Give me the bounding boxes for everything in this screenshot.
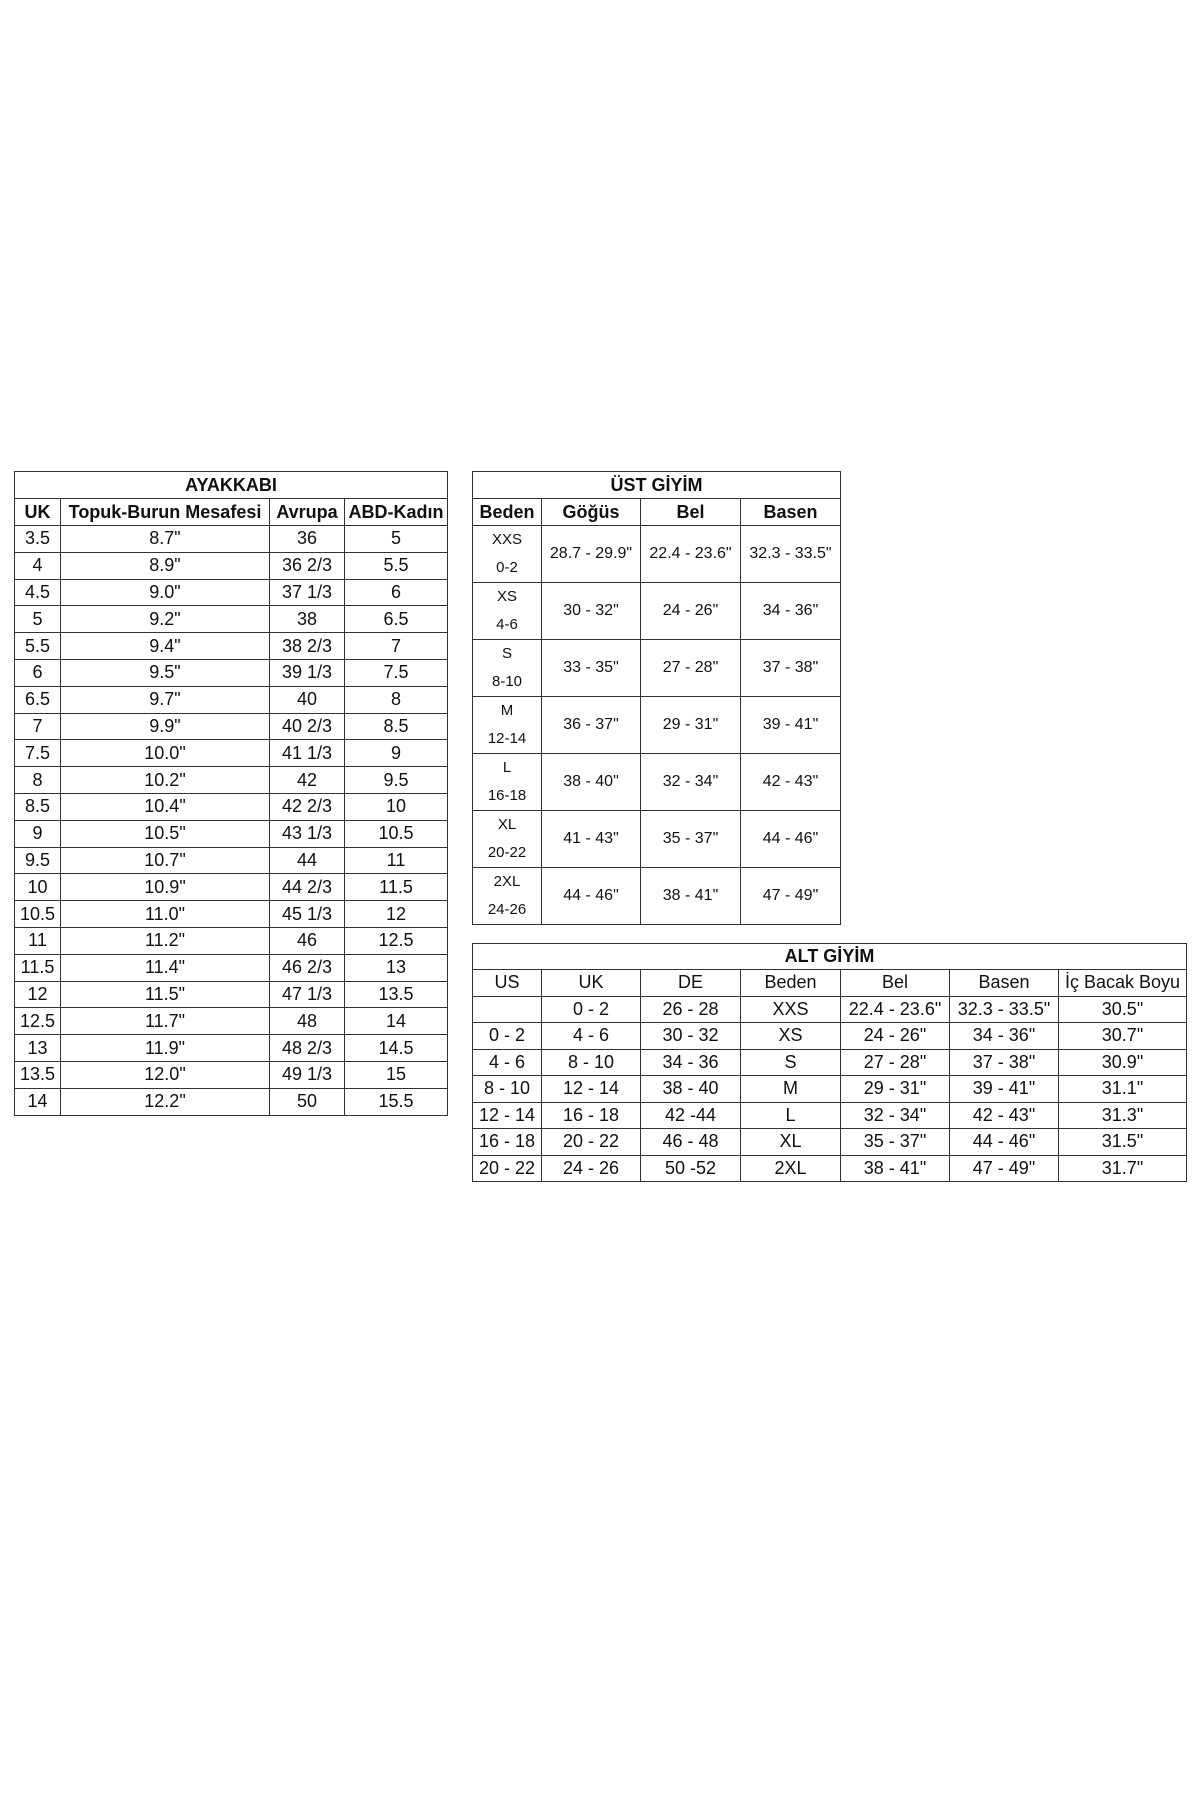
shoe-row-cell: 4.5 [15, 579, 61, 606]
shoe-row-cell: 11.5" [61, 981, 270, 1008]
bottom-row-cell: 20 - 22 [542, 1129, 641, 1156]
shoe-row-cell: 12 [15, 981, 61, 1008]
top-size-number: 8-10 [491, 673, 523, 690]
shoe-row-cell: 7.5 [345, 659, 448, 686]
shoe-row-cell: 13.5 [15, 1061, 61, 1088]
top-row-cell: 27 - 28" [641, 640, 741, 697]
top-col-waist: Bel [641, 499, 741, 526]
top-row-cell: 36 - 37" [542, 697, 641, 754]
top-size-cell [473, 697, 542, 754]
bottom-row-cell: 31.1" [1059, 1076, 1187, 1103]
shoe-row-cell: 49 1/3 [270, 1061, 345, 1088]
shoe-row-cell: 11.0" [61, 901, 270, 928]
bottom-row [473, 1129, 1187, 1156]
shoe-row-cell: 8 [15, 767, 61, 794]
shoe-row-cell: 8.5 [15, 793, 61, 820]
bottom-row-cell: 26 - 28 [641, 996, 741, 1023]
shoe-row [15, 686, 448, 713]
bottom-row-cell: XL [741, 1129, 841, 1156]
top-size-number: 12-14 [487, 730, 527, 747]
shoe-row-cell: 42 2/3 [270, 793, 345, 820]
bottom-row [473, 1102, 1187, 1129]
shoe-row [15, 740, 448, 767]
shoe-row-cell: 13.5 [345, 981, 448, 1008]
shoe-row [15, 901, 448, 928]
bottom-row-cell: 2XL [741, 1155, 841, 1182]
shoe-row-cell: 11.7" [61, 1008, 270, 1035]
top-size-number: 0-2 [496, 559, 518, 576]
bottom-row-cell: 47 - 49" [950, 1155, 1059, 1182]
top-size-number: 24-26 [487, 901, 527, 918]
bottom-row-cell: 38 - 41" [841, 1155, 950, 1182]
bottom-row-cell: 8 - 10 [473, 1076, 542, 1103]
top-row-cell: 38 - 41" [641, 868, 741, 925]
bottom-row-cell: 16 - 18 [473, 1129, 542, 1156]
top-size-letter: XL [497, 816, 517, 833]
bottom-row-cell: 12 - 14 [473, 1102, 542, 1129]
shoe-size-table [14, 471, 448, 1116]
top-size-letter: XXS [491, 531, 522, 548]
bottom-col-hip: Basen [950, 970, 1059, 997]
top-row-cell: 41 - 43" [542, 811, 641, 868]
bottom-row [473, 1076, 1187, 1103]
shoe-row-cell: 10.7" [61, 847, 270, 874]
shoe-row-cell: 14 [345, 1008, 448, 1035]
top-row-cell: 34 - 36" [741, 583, 841, 640]
top-col-hip: Basen [741, 499, 841, 526]
shoe-row [15, 847, 448, 874]
top-col-chest: Göğüs [542, 499, 641, 526]
bottom-row-cell: 30.9" [1059, 1049, 1187, 1076]
bottom-row-cell: 22.4 - 23.6" [841, 996, 950, 1023]
bottom-row [473, 1049, 1187, 1076]
bottom-row-cell: 31.5" [1059, 1129, 1187, 1156]
top-row-cell: 42 - 43" [741, 754, 841, 811]
shoe-row-cell: 9.5 [345, 767, 448, 794]
shoe-row-cell: 46 2/3 [270, 954, 345, 981]
shoe-row-cell: 36 [270, 526, 345, 553]
top-size-letter: 2XL [493, 873, 521, 890]
shoe-row [15, 1088, 448, 1115]
shoe-row-cell: 12.2" [61, 1088, 270, 1115]
top-row [473, 754, 841, 811]
bottom-col-inseam: İç Bacak Boyu [1059, 970, 1187, 997]
bottom-row-cell: 30.7" [1059, 1023, 1187, 1050]
shoe-row-cell: 9.0" [61, 579, 270, 606]
shoe-row-cell: 12 [345, 901, 448, 928]
bottom-row-cell: S [741, 1049, 841, 1076]
shoe-row-cell: 15 [345, 1061, 448, 1088]
bottom-row-cell: 34 - 36" [950, 1023, 1059, 1050]
bottom-row-cell: 35 - 37" [841, 1129, 950, 1156]
shoe-row [15, 767, 448, 794]
top-row-cell: 47 - 49" [741, 868, 841, 925]
bottom-row [473, 1155, 1187, 1182]
bottom-row-cell: L [741, 1102, 841, 1129]
shoe-row-cell: 3.5 [15, 526, 61, 553]
shoe-row [15, 981, 448, 1008]
shoe-row-cell: 9.7" [61, 686, 270, 713]
shoe-row-cell: 45 1/3 [270, 901, 345, 928]
bottom-row-cell: 42 - 43" [950, 1102, 1059, 1129]
top-col-size: Beden [473, 499, 542, 526]
top-row-cell: 29 - 31" [641, 697, 741, 754]
bottom-row-cell: 46 - 48 [641, 1129, 741, 1156]
bottom-col-size: Beden [741, 970, 841, 997]
shoe-row-cell: 9 [345, 740, 448, 767]
top-row-cell: 22.4 - 23.6" [641, 526, 741, 583]
shoe-row-cell: 11.2" [61, 927, 270, 954]
bottom-table-title: ALT GİYİM [473, 944, 1187, 970]
top-row [473, 583, 841, 640]
top-size-cell [473, 868, 542, 925]
shoe-row-cell: 12.5 [15, 1008, 61, 1035]
bottom-row-cell: 42 -44 [641, 1102, 741, 1129]
shoe-row-cell: 14.5 [345, 1035, 448, 1062]
shoe-row-cell: 11.5 [15, 954, 61, 981]
bottom-row-cell: 37 - 38" [950, 1049, 1059, 1076]
bottom-row-cell: 0 - 2 [542, 996, 641, 1023]
top-row-cell: 44 - 46" [741, 811, 841, 868]
top-size-table [472, 471, 841, 925]
bottom-col-us: US [473, 970, 542, 997]
top-size-letter: M [500, 702, 514, 719]
shoe-row-cell: 8.7" [61, 526, 270, 553]
shoe-row-cell: 44 2/3 [270, 874, 345, 901]
top-row-cell: 24 - 26" [641, 583, 741, 640]
shoe-row-cell: 9.5" [61, 659, 270, 686]
bottom-col-de: DE [641, 970, 741, 997]
shoe-row-cell: 50 [270, 1088, 345, 1115]
shoe-row-cell: 47 1/3 [270, 981, 345, 1008]
bottom-row-cell: 44 - 46" [950, 1129, 1059, 1156]
shoe-row-cell: 8.9" [61, 552, 270, 579]
shoe-row-cell: 5 [345, 526, 448, 553]
shoe-row [15, 874, 448, 901]
top-row [473, 697, 841, 754]
bottom-row-cell: 24 - 26 [542, 1155, 641, 1182]
shoe-row-cell: 15.5 [345, 1088, 448, 1115]
top-size-number: 16-18 [487, 787, 527, 804]
shoe-row-cell: 9 [15, 820, 61, 847]
bottom-row-cell: 30 - 32 [641, 1023, 741, 1050]
bottom-row-cell: 50 -52 [641, 1155, 741, 1182]
shoe-col-eu: Avrupa [270, 499, 345, 526]
bottom-row-cell: 38 - 40 [641, 1076, 741, 1103]
shoe-row-cell: 7.5 [15, 740, 61, 767]
shoe-row-cell: 11 [15, 927, 61, 954]
shoe-row [15, 820, 448, 847]
shoe-row-cell: 40 [270, 686, 345, 713]
shoe-row-cell: 9.5 [15, 847, 61, 874]
bottom-row-cell: 39 - 41" [950, 1076, 1059, 1103]
shoe-row-cell: 10.4" [61, 793, 270, 820]
shoe-row-cell: 6 [345, 579, 448, 606]
shoe-row-cell: 6 [15, 659, 61, 686]
shoe-row-cell: 40 2/3 [270, 713, 345, 740]
shoe-row [15, 526, 448, 553]
shoe-row [15, 713, 448, 740]
shoe-row-cell: 5.5 [345, 552, 448, 579]
shoe-row-cell: 10.0" [61, 740, 270, 767]
shoe-row-cell: 39 1/3 [270, 659, 345, 686]
shoe-col-heel-toe: Topuk-Burun Mesafesi [61, 499, 270, 526]
bottom-row-cell: 20 - 22 [473, 1155, 542, 1182]
bottom-row-cell: 4 - 6 [473, 1049, 542, 1076]
shoe-row-cell: 10 [15, 874, 61, 901]
shoe-row-cell: 46 [270, 927, 345, 954]
shoe-row [15, 1008, 448, 1035]
bottom-row-cell: 27 - 28" [841, 1049, 950, 1076]
shoe-row-cell: 48 [270, 1008, 345, 1035]
shoe-row [15, 927, 448, 954]
bottom-row-cell: 8 - 10 [542, 1049, 641, 1076]
shoe-row-cell: 7 [345, 633, 448, 660]
top-size-cell [473, 811, 542, 868]
shoe-row-cell: 10.5 [345, 820, 448, 847]
top-size-number: 20-22 [487, 844, 527, 861]
shoe-row-cell: 41 1/3 [270, 740, 345, 767]
bottom-row-cell: 30.5" [1059, 996, 1187, 1023]
bottom-row-cell: 0 - 2 [473, 1023, 542, 1050]
shoe-row-cell: 10.5 [15, 901, 61, 928]
shoe-row-cell: 11.4" [61, 954, 270, 981]
shoe-row-cell: 12.0" [61, 1061, 270, 1088]
shoe-row [15, 1061, 448, 1088]
shoe-row-cell: 8 [345, 686, 448, 713]
shoe-row [15, 659, 448, 686]
bottom-row-cell: 29 - 31" [841, 1076, 950, 1103]
bottom-row-cell: M [741, 1076, 841, 1103]
bottom-size-table [472, 943, 1187, 1182]
bottom-row [473, 996, 1187, 1023]
top-size-cell [473, 526, 542, 583]
shoe-row-cell: 6.5 [345, 606, 448, 633]
shoe-row-cell: 9.9" [61, 713, 270, 740]
shoe-row-cell: 4 [15, 552, 61, 579]
bottom-row-cell: 4 - 6 [542, 1023, 641, 1050]
top-size-letter: XS [496, 588, 517, 605]
shoe-row [15, 793, 448, 820]
bottom-row [473, 1023, 1187, 1050]
shoe-row-cell: 5 [15, 606, 61, 633]
shoe-row-cell: 10.2" [61, 767, 270, 794]
top-row [473, 811, 841, 868]
top-row [473, 868, 841, 925]
top-row-cell: 35 - 37" [641, 811, 741, 868]
shoe-table-title: AYAKKABI [15, 472, 448, 499]
bottom-col-waist: Bel [841, 970, 950, 997]
shoe-row-cell: 11 [345, 847, 448, 874]
bottom-row-cell: 16 - 18 [542, 1102, 641, 1129]
top-row-cell: 38 - 40" [542, 754, 641, 811]
top-table-title: ÜST GİYİM [473, 472, 841, 499]
shoe-row-cell: 10.5" [61, 820, 270, 847]
top-size-cell [473, 640, 542, 697]
shoe-row-cell: 12.5 [345, 927, 448, 954]
shoe-row-cell: 9.4" [61, 633, 270, 660]
shoe-col-uk: UK [15, 499, 61, 526]
shoe-row-cell: 48 2/3 [270, 1035, 345, 1062]
shoe-row-cell: 11.9" [61, 1035, 270, 1062]
bottom-row-cell: 32 - 34" [841, 1102, 950, 1129]
shoe-row-cell: 5.5 [15, 633, 61, 660]
shoe-row-cell: 38 2/3 [270, 633, 345, 660]
shoe-row-cell: 13 [345, 954, 448, 981]
top-row-cell: 30 - 32" [542, 583, 641, 640]
top-row-cell: 44 - 46" [542, 868, 641, 925]
shoe-row-cell: 7 [15, 713, 61, 740]
top-row-cell: 32 - 34" [641, 754, 741, 811]
shoe-row-cell: 36 2/3 [270, 552, 345, 579]
top-size-letter: L [502, 759, 512, 776]
bottom-row-cell: 12 - 14 [542, 1076, 641, 1103]
shoe-row-cell: 37 1/3 [270, 579, 345, 606]
bottom-row-cell: 34 - 36 [641, 1049, 741, 1076]
bottom-row-cell: 31.7" [1059, 1155, 1187, 1182]
shoe-row-cell: 14 [15, 1088, 61, 1115]
top-row-cell: 28.7 - 29.9" [542, 526, 641, 583]
shoe-row-cell: 13 [15, 1035, 61, 1062]
shoe-col-us-women: ABD-Kadın [345, 499, 448, 526]
shoe-row-cell: 43 1/3 [270, 820, 345, 847]
shoe-row-cell: 9.2" [61, 606, 270, 633]
shoe-row [15, 579, 448, 606]
top-size-cell [473, 754, 542, 811]
bottom-row-cell [473, 996, 542, 1023]
top-row [473, 526, 841, 583]
shoe-row-cell: 6.5 [15, 686, 61, 713]
shoe-row-cell: 38 [270, 606, 345, 633]
bottom-row-cell: 31.3" [1059, 1102, 1187, 1129]
shoe-row [15, 1035, 448, 1062]
bottom-row-cell: 24 - 26" [841, 1023, 950, 1050]
shoe-row-cell: 10.9" [61, 874, 270, 901]
bottom-row-cell: 32.3 - 33.5" [950, 996, 1059, 1023]
top-size-letter: S [501, 645, 512, 662]
bottom-row-cell: XXS [741, 996, 841, 1023]
top-row-cell: 33 - 35" [542, 640, 641, 697]
shoe-row [15, 954, 448, 981]
top-row [473, 640, 841, 697]
shoe-row-cell: 10 [345, 793, 448, 820]
shoe-row [15, 606, 448, 633]
top-row-cell: 37 - 38" [741, 640, 841, 697]
shoe-row-cell: 44 [270, 847, 345, 874]
bottom-col-uk: UK [542, 970, 641, 997]
shoe-row [15, 552, 448, 579]
top-size-number: 4-6 [496, 616, 518, 633]
shoe-row-cell: 11.5 [345, 874, 448, 901]
bottom-row-cell: XS [741, 1023, 841, 1050]
top-row-cell: 39 - 41" [741, 697, 841, 754]
shoe-row-cell: 8.5 [345, 713, 448, 740]
top-size-cell [473, 583, 542, 640]
shoe-row [15, 633, 448, 660]
top-row-cell: 32.3 - 33.5" [741, 526, 841, 583]
shoe-row-cell: 42 [270, 767, 345, 794]
